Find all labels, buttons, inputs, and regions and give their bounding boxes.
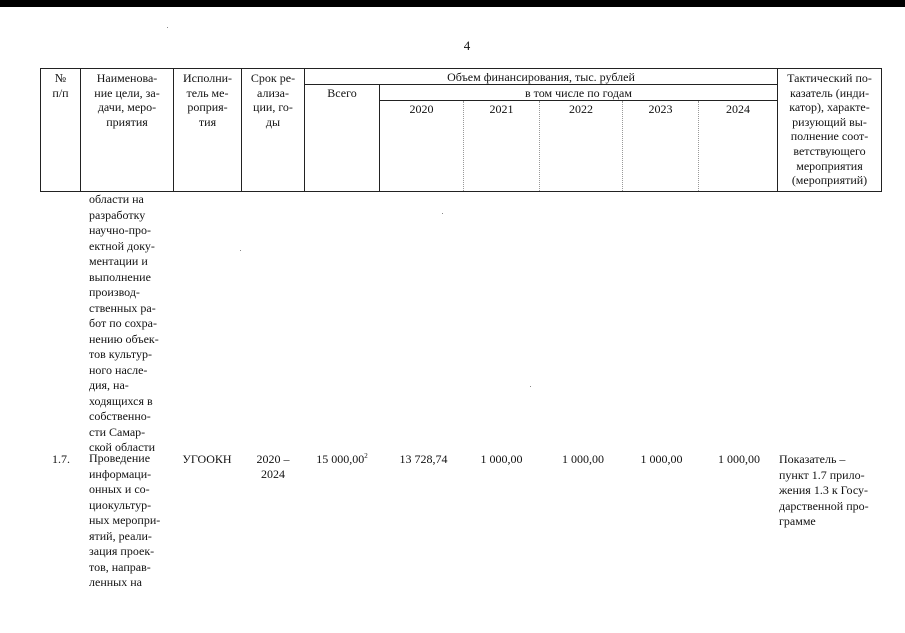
header-year-2022: 2022 <box>569 102 593 116</box>
row-2024: 1 000,00 <box>718 452 760 466</box>
scan-speck <box>240 250 241 251</box>
row-total-value: 15 000,00 <box>316 452 365 466</box>
row-2021: 1 000,00 <box>480 452 523 466</box>
scan-speck <box>167 27 168 28</box>
row-executor: УГООКН <box>182 452 232 466</box>
table-right-rule <box>881 68 882 192</box>
header-year-2021: 2021 <box>489 102 514 116</box>
header-year-2023: 2023 <box>648 102 673 116</box>
row-number: 1.7. <box>52 452 70 466</box>
header-col-number: № п/п <box>52 71 69 100</box>
header-year-2024: 2024 <box>726 102 750 116</box>
row-total <box>305 452 379 466</box>
row-total-footnote: 2 <box>364 452 368 460</box>
row-2022: 1 000,00 <box>562 452 604 466</box>
header-col-by-year: в том числе по годам <box>525 86 632 100</box>
header-col-indicator: Тактический по- казатель (инди- катор), характе- ризующий вы- полнение соот- ветствующего мероприятия (мероприятий) <box>787 71 872 188</box>
row-2020: 13 728,74 <box>399 452 448 466</box>
row-indicator: Показатель – пункт 1.7 прило- жения 1.3 к Госу- дарственной про- грамме <box>779 452 869 528</box>
header-col-period: Срок ре- ализа- ции, го- ды <box>250 71 296 129</box>
header-col-funding: Объем финансирования, тыс. рублей <box>447 70 635 84</box>
row-period: 2020 – 2024 <box>256 452 290 481</box>
scan-speck <box>442 213 443 214</box>
table-top-rule <box>40 68 882 69</box>
row-2023: 1 000,00 <box>640 452 683 466</box>
header-col-total: Всего <box>327 86 357 100</box>
header-col-executor: Исполни- тель ме- роприя- тия <box>182 71 233 129</box>
header-year-2020: 2020 <box>409 102 434 116</box>
previous-row-continuation: области на разработку научно-про- ектной доку- ментации и выполнение производ- ственных ра- бот по сохра- нению объек- тов культур- ного насле- дия, на- ходящихся в собственно- сти Самар- ской области <box>89 192 159 454</box>
scan-speck <box>530 386 531 387</box>
header-col-name: Наименова- ние цели, за- дачи, меро- приятия <box>94 71 160 129</box>
row-name: Проведение информаци- онных и со- циокультур- ных меропри- ятий, реали- зация проек- тов, направ- ленных на <box>89 451 161 589</box>
page-number: 4 <box>463 38 471 53</box>
